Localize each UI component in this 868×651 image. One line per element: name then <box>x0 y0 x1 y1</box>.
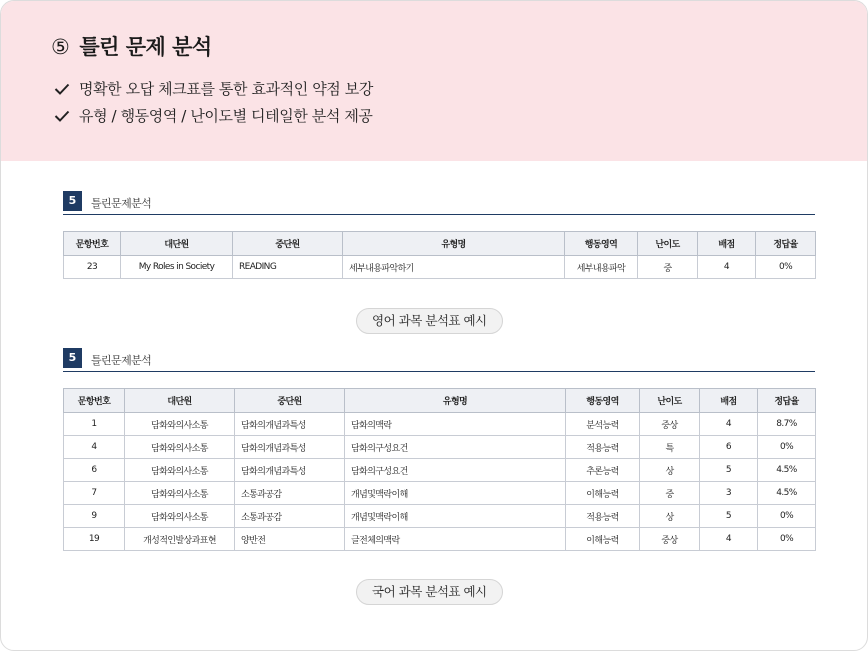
column-header: 문항번호 <box>64 232 121 256</box>
table-cell: 담화의개념과특성 <box>235 436 345 459</box>
table-cell: 세부내용파악 <box>565 256 638 279</box>
section-number: ⑤ <box>51 35 70 59</box>
table-cell: 중상 <box>640 413 700 436</box>
table-cell: 6 <box>64 459 125 482</box>
table-cell: 이해능력 <box>566 482 640 505</box>
table-cell: 8.7% <box>758 413 816 436</box>
section-badge: 5 <box>63 348 82 368</box>
table-cell: My Roles in Society <box>121 256 233 279</box>
column-header: 유형명 <box>343 232 565 256</box>
section-badge: 5 <box>63 191 82 211</box>
column-header: 행동영역 <box>565 232 638 256</box>
table-cell: 3 <box>700 482 758 505</box>
column-header: 대단원 <box>121 232 233 256</box>
table-cell: 적용능력 <box>566 505 640 528</box>
table-cell: 담화의구성요건 <box>345 459 566 482</box>
table-cell: 0% <box>758 436 816 459</box>
section-title: 틀린 문제 분석 <box>79 35 212 59</box>
table-cell: 5 <box>700 505 758 528</box>
table-cell: 특 <box>640 436 700 459</box>
korean-analysis-table <box>63 388 816 551</box>
table-cell: 19 <box>64 528 125 551</box>
table-row <box>64 459 816 482</box>
table-row <box>64 528 816 551</box>
table-cell: 개념및맥락이해 <box>345 482 566 505</box>
table-cell: 개성적인발상과표현 <box>125 528 235 551</box>
table-cell: 담화와의사소통 <box>125 413 235 436</box>
table-cell: 4 <box>700 413 758 436</box>
column-header: 난이도 <box>638 232 698 256</box>
table-cell: 소통과공감 <box>235 482 345 505</box>
table-cell: 5 <box>700 459 758 482</box>
table-row <box>64 436 816 459</box>
table-cell: 담화의구성요건 <box>345 436 566 459</box>
korean-caption: 국어 과목 분석표 예시 <box>356 579 503 605</box>
table-row <box>64 505 816 528</box>
table-header-row <box>64 389 816 413</box>
column-header: 유형명 <box>345 389 566 413</box>
page-title <box>51 31 212 61</box>
table-cell: 담화의개념과특성 <box>235 413 345 436</box>
table-cell: 1 <box>64 413 125 436</box>
column-header: 배점 <box>700 389 758 413</box>
table-cell: READING <box>233 256 343 279</box>
section-heading: 틀린문제분석 <box>91 197 152 210</box>
table-cell: 4 <box>64 436 125 459</box>
table-cell: 담화와의사소통 <box>125 505 235 528</box>
table-header-row <box>64 232 816 256</box>
table-cell: 적용능력 <box>566 436 640 459</box>
feature-bullet <box>53 105 373 126</box>
table-cell: 9 <box>64 505 125 528</box>
check-icon <box>53 110 71 122</box>
table-cell: 글전체의맥락 <box>345 528 566 551</box>
table-cell: 상 <box>640 505 700 528</box>
table-cell: 4.5% <box>758 459 816 482</box>
bullet-text: 명확한 오답 체크표를 통한 효과적인 약점 보강 <box>79 80 373 98</box>
table-row <box>64 256 816 279</box>
table-cell: 담화와의사소통 <box>125 459 235 482</box>
hero-banner <box>1 1 868 161</box>
table-cell: 23 <box>64 256 121 279</box>
table-cell: 세부내용파악하기 <box>343 256 565 279</box>
korean-section-header <box>63 348 815 372</box>
column-header: 행동영역 <box>566 389 640 413</box>
column-header: 대단원 <box>125 389 235 413</box>
bullet-text: 유형 / 행동영역 / 난이도별 디테일한 분석 제공 <box>79 107 373 125</box>
table-cell: 담화와의사소통 <box>125 436 235 459</box>
table-cell: 분석능력 <box>566 413 640 436</box>
column-header: 난이도 <box>640 389 700 413</box>
table-cell: 추론능력 <box>566 459 640 482</box>
table-cell: 담화의맥락 <box>345 413 566 436</box>
english-analysis-table <box>63 231 816 279</box>
table-cell: 이해능력 <box>566 528 640 551</box>
table-cell: 4 <box>700 528 758 551</box>
english-section-header <box>63 191 815 215</box>
column-header: 정답율 <box>756 232 816 256</box>
table-cell: 중 <box>638 256 698 279</box>
column-header: 중단원 <box>235 389 345 413</box>
table-row <box>64 482 816 505</box>
table-cell: 6 <box>700 436 758 459</box>
section-heading: 틀린문제분석 <box>91 354 152 367</box>
table-cell: 0% <box>758 505 816 528</box>
column-header: 배점 <box>698 232 756 256</box>
table-cell: 소통과공감 <box>235 505 345 528</box>
table-cell: 중 <box>640 482 700 505</box>
table-row <box>64 413 816 436</box>
column-header: 중단원 <box>233 232 343 256</box>
check-icon <box>53 83 71 95</box>
column-header: 문항번호 <box>64 389 125 413</box>
table-cell: 개념및맥락이해 <box>345 505 566 528</box>
column-header: 정답율 <box>758 389 816 413</box>
table-cell: 7 <box>64 482 125 505</box>
table-cell: 상 <box>640 459 700 482</box>
english-caption: 영어 과목 분석표 예시 <box>356 308 503 334</box>
table-cell: 0% <box>758 528 816 551</box>
table-cell: 담화와의사소통 <box>125 482 235 505</box>
table-cell: 0% <box>756 256 816 279</box>
feature-bullet <box>53 78 373 99</box>
table-cell: 담화의개념과특성 <box>235 459 345 482</box>
table-cell: 4 <box>698 256 756 279</box>
table-cell: 4.5% <box>758 482 816 505</box>
table-cell: 양반전 <box>235 528 345 551</box>
table-cell: 중상 <box>640 528 700 551</box>
